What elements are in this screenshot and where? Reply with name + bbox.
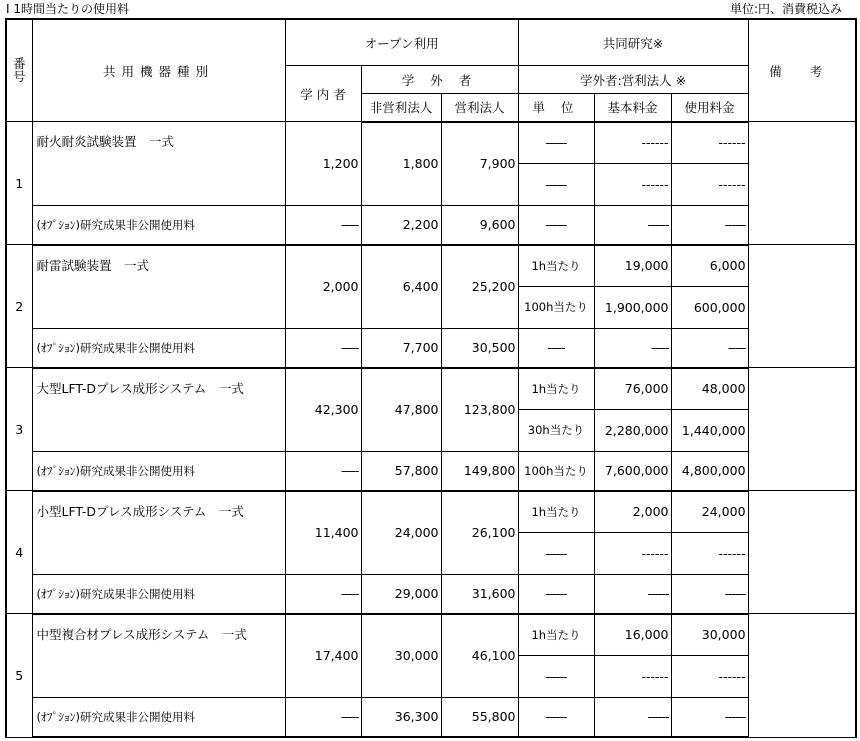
row-number: 5 — [6, 614, 32, 737]
joint-base-fee: ------ — [594, 532, 671, 574]
equipment-name: 耐火耐炎試験装置 一式 — [32, 122, 285, 205]
internal-fee: 2,000 — [285, 245, 361, 328]
row-number: 3 — [6, 368, 32, 491]
joint-unit: 30h当たり — [518, 409, 594, 451]
equipment-name: 小型LFT-Dプレス成形システム 一式 — [32, 491, 285, 574]
option-internal-fee: ----- — [285, 697, 361, 737]
joint-usage-fee: 48,000 — [671, 368, 748, 410]
joint-unit: ------ — [518, 532, 594, 574]
header-open-use: オープン利用 — [285, 19, 518, 66]
equipment-name: 大型LFT-Dプレス成形システム 一式 — [32, 368, 285, 451]
internal-fee: 17,400 — [285, 614, 361, 697]
forprofit-fee: 123,800 — [441, 368, 518, 451]
joint-usage-fee: ------ — [671, 656, 748, 698]
header-equipment: 共用機器種別 — [32, 19, 285, 122]
forprofit-fee: 7,900 — [441, 122, 518, 205]
joint-usage-fee: ------ — [671, 574, 748, 614]
joint-unit: ------ — [518, 122, 594, 164]
joint-unit: 1h当たり — [518, 491, 594, 533]
remarks-cell — [748, 245, 856, 368]
option-label: (ｵﾌﾟｼｮﾝ)研究成果非公開使用料 — [32, 697, 285, 737]
joint-usage-fee: ----- — [671, 328, 748, 368]
header-joint-sub: 学外者:営利法人 ※ — [518, 66, 748, 93]
joint-base-fee: ------ — [594, 574, 671, 614]
option-label: (ｵﾌﾟｼｮﾝ)研究成果非公開使用料 — [32, 328, 285, 368]
option-label: (ｵﾌﾟｼｮﾝ)研究成果非公開使用料 — [32, 451, 285, 491]
option-label: (ｵﾌﾟｼｮﾝ)研究成果非公開使用料 — [32, 205, 285, 245]
table-row — [6, 205, 856, 245]
remarks-cell — [748, 368, 856, 491]
equipment-name: 耐雷試験装置 一式 — [32, 245, 285, 328]
joint-unit: ------ — [518, 574, 594, 614]
header-joint-research: 共同研究※ — [518, 19, 748, 66]
joint-usage-fee: ------ — [671, 697, 748, 737]
option-nonprofit-fee: 57,800 — [361, 451, 441, 491]
row-number: 4 — [6, 491, 32, 614]
nonprofit-fee: 24,000 — [361, 491, 441, 574]
joint-usage-fee: ------ — [671, 122, 748, 164]
equipment-name: 中型複合材プレス成形システム 一式 — [32, 614, 285, 697]
table-row — [6, 574, 856, 614]
joint-unit: 1h当たり — [518, 368, 594, 410]
option-internal-fee: ----- — [285, 574, 361, 614]
joint-base-fee: ------ — [594, 697, 671, 737]
table-row — [6, 245, 856, 287]
joint-usage-fee: ------ — [671, 205, 748, 245]
joint-unit: ------ — [518, 205, 594, 245]
header-remarks: 備 考 — [748, 19, 856, 122]
row-number: 1 — [6, 122, 32, 245]
joint-base-fee: 19,000 — [594, 245, 671, 287]
remarks-cell — [748, 491, 856, 614]
joint-base-fee: ------ — [594, 163, 671, 205]
option-internal-fee: ----- — [285, 451, 361, 491]
joint-base-fee: 1,900,000 — [594, 286, 671, 328]
joint-usage-fee: 24,000 — [671, 491, 748, 533]
joint-base-fee: 2,000 — [594, 491, 671, 533]
joint-usage-fee: 600,000 — [671, 286, 748, 328]
option-nonprofit-fee: 36,300 — [361, 697, 441, 737]
header-nonprofit: 非営利法人 — [361, 93, 441, 121]
option-nonprofit-fee: 2,200 — [361, 205, 441, 245]
joint-unit: ----- — [518, 328, 594, 368]
header-no: 番号 — [6, 19, 32, 122]
joint-usage-fee: 30,000 — [671, 614, 748, 656]
nonprofit-fee: 47,800 — [361, 368, 441, 451]
joint-unit: ------ — [518, 697, 594, 737]
option-forprofit-fee: 31,600 — [441, 574, 518, 614]
forprofit-fee: 46,100 — [441, 614, 518, 697]
nonprofit-fee: 6,400 — [361, 245, 441, 328]
header-unit: 単 位 — [518, 93, 594, 121]
joint-unit: 100h当たり — [518, 451, 594, 491]
joint-usage-fee: 6,000 — [671, 245, 748, 287]
table-row — [6, 122, 856, 164]
header-internal: 学 内 者 — [285, 66, 361, 122]
joint-usage-fee: ------ — [671, 163, 748, 205]
option-nonprofit-fee: 7,700 — [361, 328, 441, 368]
table-row — [6, 697, 856, 737]
joint-base-fee: 2,280,000 — [594, 409, 671, 451]
option-label: (ｵﾌﾟｼｮﾝ)研究成果非公開使用料 — [32, 574, 285, 614]
nonprofit-fee: 1,800 — [361, 122, 441, 205]
joint-base-fee: 76,000 — [594, 368, 671, 410]
joint-unit: 100h当たり — [518, 286, 594, 328]
joint-usage-fee: 4,800,000 — [671, 451, 748, 491]
joint-base-fee: 16,000 — [594, 614, 671, 656]
internal-fee: 42,300 — [285, 368, 361, 451]
header-usage-fee: 使用料金 — [671, 93, 748, 121]
option-internal-fee: ----- — [285, 205, 361, 245]
header-forprofit: 営利法人 — [441, 93, 518, 121]
header-base-fee: 基本料金 — [594, 93, 671, 121]
remarks-cell — [748, 122, 856, 245]
joint-unit: 1h当たり — [518, 245, 594, 287]
usage-fee-table — [5, 18, 857, 738]
row-number: 2 — [6, 245, 32, 368]
joint-base-fee: ------ — [594, 205, 671, 245]
unit-note: 単位:円、消費税込み — [729, 2, 842, 16]
table-row — [6, 451, 856, 491]
joint-unit: ------ — [518, 163, 594, 205]
option-forprofit-fee: 9,600 — [441, 205, 518, 245]
internal-fee: 1,200 — [285, 122, 361, 205]
table-row — [6, 614, 856, 656]
joint-usage-fee: ------ — [671, 532, 748, 574]
remarks-cell — [748, 614, 856, 737]
joint-usage-fee: 1,440,000 — [671, 409, 748, 451]
joint-base-fee: ----- — [594, 328, 671, 368]
header-external: 学 外 者 — [361, 66, 518, 93]
option-forprofit-fee: 149,800 — [441, 451, 518, 491]
option-nonprofit-fee: 29,000 — [361, 574, 441, 614]
joint-unit: 1h当たり — [518, 614, 594, 656]
table-row — [6, 491, 856, 533]
forprofit-fee: 25,200 — [441, 245, 518, 328]
table-row — [6, 328, 856, 368]
table-row — [6, 368, 856, 410]
joint-base-fee: ------ — [594, 656, 671, 698]
option-forprofit-fee: 55,800 — [441, 697, 518, 737]
internal-fee: 11,400 — [285, 491, 361, 574]
forprofit-fee: 26,100 — [441, 491, 518, 574]
joint-base-fee: ------ — [594, 122, 671, 164]
table-caption: Ⅰ 1時間当たりの使用料 — [6, 2, 129, 16]
nonprofit-fee: 30,000 — [361, 614, 441, 697]
joint-unit: ------ — [518, 656, 594, 698]
option-internal-fee: ----- — [285, 328, 361, 368]
joint-base-fee: 7,600,000 — [594, 451, 671, 491]
option-forprofit-fee: 30,500 — [441, 328, 518, 368]
